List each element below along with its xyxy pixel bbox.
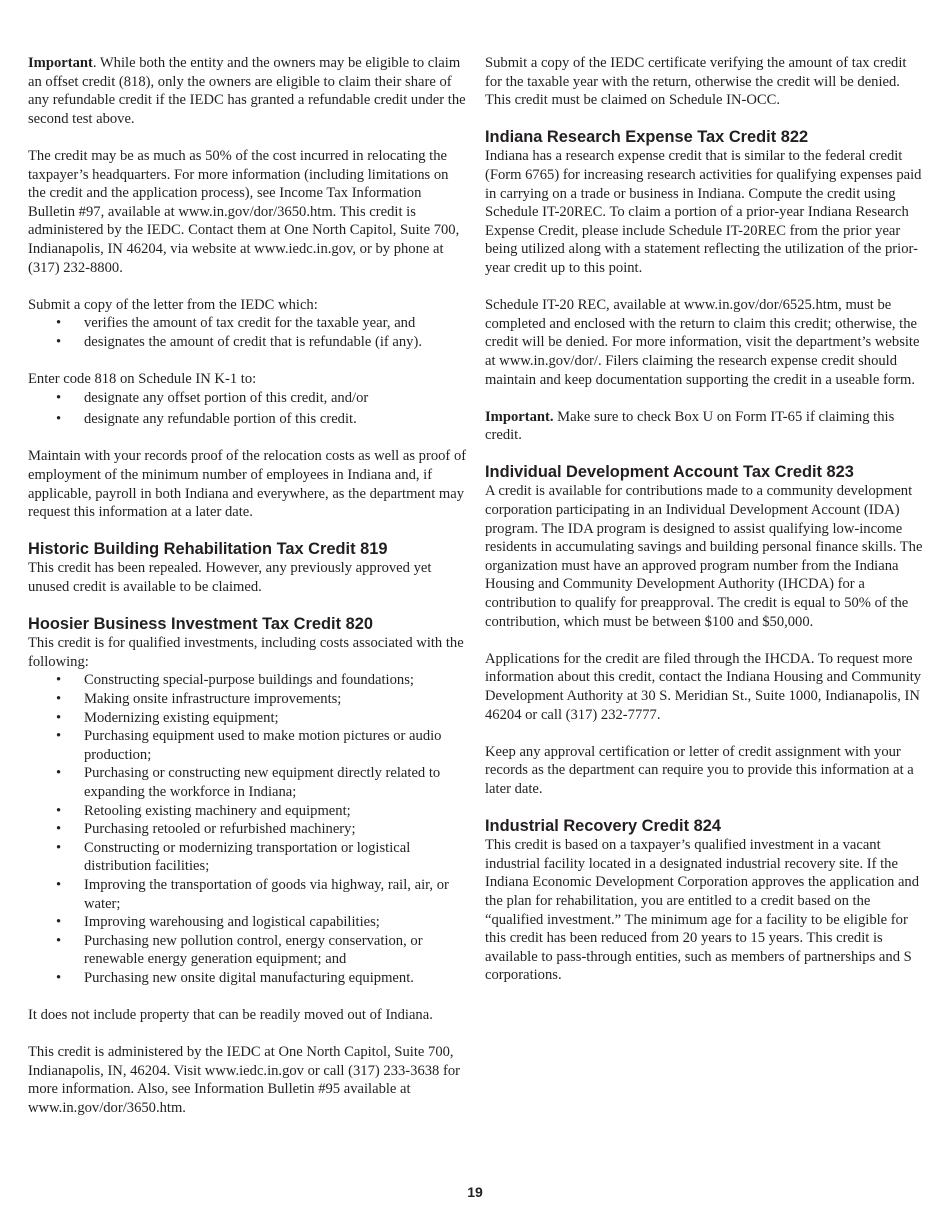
list-item: • Purchasing or constructing new equipment directly related to expanding the workforce in Indiana; bbox=[28, 764, 468, 801]
property-exclusion-paragraph: It does not include property that can be readily moved out of Indiana. bbox=[28, 1007, 433, 1024]
list-item: • Constructing special-purpose buildings and foundations; bbox=[28, 671, 468, 690]
list-item: • designates the amount of credit that is refundable (if any). bbox=[28, 333, 468, 352]
heading-824: Industrial Recovery Credit 824 bbox=[485, 817, 721, 836]
paragraph-822-intro: Indiana has a research expense credit that is similar to the federal credit (Form 6765) for increasing research activities for qualifying expenses paid in carrying on a trade or business in Indiana. Compute the credit using Schedule IT-20REC. To claim a portion of a prior-year Indiana Research Expense Credit, please include Schedule IT-20REC from the prior year being utilized along with a statement reflecting the utilization of the prior-year credit up to this point. bbox=[485, 148, 922, 276]
list-item: • Improving warehousing and logistical capabilities; bbox=[28, 913, 468, 932]
left-column bbox=[28, 54, 468, 1136]
right-column bbox=[485, 54, 927, 1004]
paragraph-819: This credit has been repealed. However, any previously approved yet unused credit is available to be claimed. bbox=[28, 560, 432, 596]
paragraph-823-applications: Applications for the credit are filed through the IHCDA. To request more information about this credit, contact the Indiana Housing and Community Development Authority at 30 S. Meridian St., Suite 1000, Indianapolis, IN 46204 or call (317) 232-7777. bbox=[485, 650, 922, 723]
important-text: Make sure to check Box U on Form IT-65 if claiming this credit. bbox=[485, 408, 895, 444]
list-item: • Purchasing equipment used to make motion pictures or audio production; bbox=[28, 727, 468, 764]
paragraph-822-schedule: Schedule IT-20 REC, available at www.in.gov/dor/6525.htm, must be completed and enclosed with the return to claim this credit; otherwise, the credit will be denied. For more information, visit the department’s website at www.in.gov/dor/. Filers claiming the research expense credit should maintain and keep documentation supporting the credit in a useable form. bbox=[485, 297, 920, 388]
heading-823: Individual Development Account Tax Credit 823 bbox=[485, 463, 854, 482]
letter-requirements-list bbox=[28, 314, 468, 351]
paragraph-824: This credit is based on a taxpayer’s qualified investment in a vacant industrial facility located in a designated industrial recovery site. If the Indiana Economic Development Corporation approves the application and the plan for rehabilitation, you are entitled to a credit based on the “qualified investment.” The minimum age for a facility to be eligible for this credit has been reduced from 20 years to 15 years. This credit is available to pass-through entities, such as members of partnerships and S corporations. bbox=[485, 837, 920, 984]
page-number: 19 bbox=[467, 1184, 483, 1200]
paragraph-822-important bbox=[485, 408, 927, 445]
code-818-list bbox=[28, 389, 468, 429]
qualified-investments-list bbox=[28, 671, 468, 987]
heading-820: Hoosier Business Investment Tax Credit 820 bbox=[28, 615, 373, 634]
list-item: • verifies the amount of tax credit for the taxable year, and bbox=[28, 314, 468, 333]
enter-code-paragraph: Enter code 818 on Schedule IN K-1 to: bbox=[28, 371, 257, 388]
list-item: • Purchasing new onsite digital manufacturing equipment. bbox=[28, 969, 468, 988]
heading-819: Historic Building Rehabilitation Tax Credit 819 bbox=[28, 540, 388, 559]
headquarters-credit-paragraph: The credit may be as much as 50% of the cost incurred in relocating the taxpayer’s headquarters. For more information (including limitations on the credit and the application process), see Income Tax Information Bulletin #97, available at www.in.gov/dor/3650.htm. This credit is administered by the IEDC. Contact them at One North Capitol, Suite 700, Indianapolis, IN 46204, via website at www.iedc.in.gov, or by phone at (317) 232-8800. bbox=[28, 147, 460, 276]
maintain-records-paragraph: Maintain with your records proof of the relocation costs as well as proof of employment of the minimum number of employees in Indiana and, if applicable, payroll in both Indiana and everywhere, as the department may request this information at a later date. bbox=[28, 448, 467, 521]
heading-822: Indiana Research Expense Tax Credit 822 bbox=[485, 128, 809, 147]
list-item: • Making onsite infrastructure improvements; bbox=[28, 690, 468, 709]
submit-certificate-paragraph: Submit a copy of the IEDC certificate verifying the amount of tax credit for the taxable year with the return, otherwise the credit will be denied. This credit must be claimed on Schedule IN-OCC. bbox=[485, 55, 907, 109]
important-label: Important. bbox=[485, 408, 554, 425]
important-label: Important bbox=[28, 55, 93, 71]
list-item: • Purchasing retooled or refurbished machinery; bbox=[28, 820, 468, 839]
list-item: • Improving the transportation of goods via highway, rail, air, or water; bbox=[28, 876, 468, 913]
submit-letter-paragraph: Submit a copy of the letter from the IEDC which: bbox=[28, 296, 318, 313]
list-item: • Retooling existing machinery and equipment; bbox=[28, 802, 468, 821]
paragraph-823-records: Keep any approval certification or letter of credit assignment with your records as the department can require you to provide this information at a later date. bbox=[485, 743, 914, 797]
paragraph-823-intro: A credit is available for contributions made to a community development corporation participating in an Individual Development Account (IDA) program. The IDA program is designed to assist qualifying low-income residents in accumulating savings and building personal finance skills. The organization must have an approved program number from the Indiana Housing and Community Development Authority (IHCDA) for a contribution to qualify for preapproval. The credit is equal to 50% of the contribution, which must be between $100 and $50,000. bbox=[485, 483, 923, 630]
paragraph-820: This credit is for qualified investments, including costs associated with the following: bbox=[28, 635, 464, 670]
list-item: • designate any offset portion of this credit, and/or bbox=[28, 389, 468, 408]
list-item: • designate any refundable portion of this credit. bbox=[28, 410, 468, 429]
list-item: • Constructing or modernizing transportation or logistical distribution facilities; bbox=[28, 839, 468, 876]
important-text: . While both the entity and the owners may be eligible to claim an offset credit (818), only the owners are eligible to claim their share of any refundable credit if the IEDC has granted a refundable credit under the second test above. bbox=[28, 55, 466, 127]
list-item: • Modernizing existing equipment; bbox=[28, 709, 468, 728]
list-item: • Purchasing new pollution control, energy conservation, or renewable energy generation equipment; and bbox=[28, 932, 468, 969]
iedc-contact-paragraph: This credit is administered by the IEDC at One North Capitol, Suite 700, Indianapolis, IN, 46204. Visit www.iedc.in.gov or call (317) 233-3638 for more information. Also, see Information Bulletin #95 available at www.in.gov/dor/3650.htm. bbox=[28, 1044, 460, 1117]
important-paragraph bbox=[28, 54, 468, 128]
